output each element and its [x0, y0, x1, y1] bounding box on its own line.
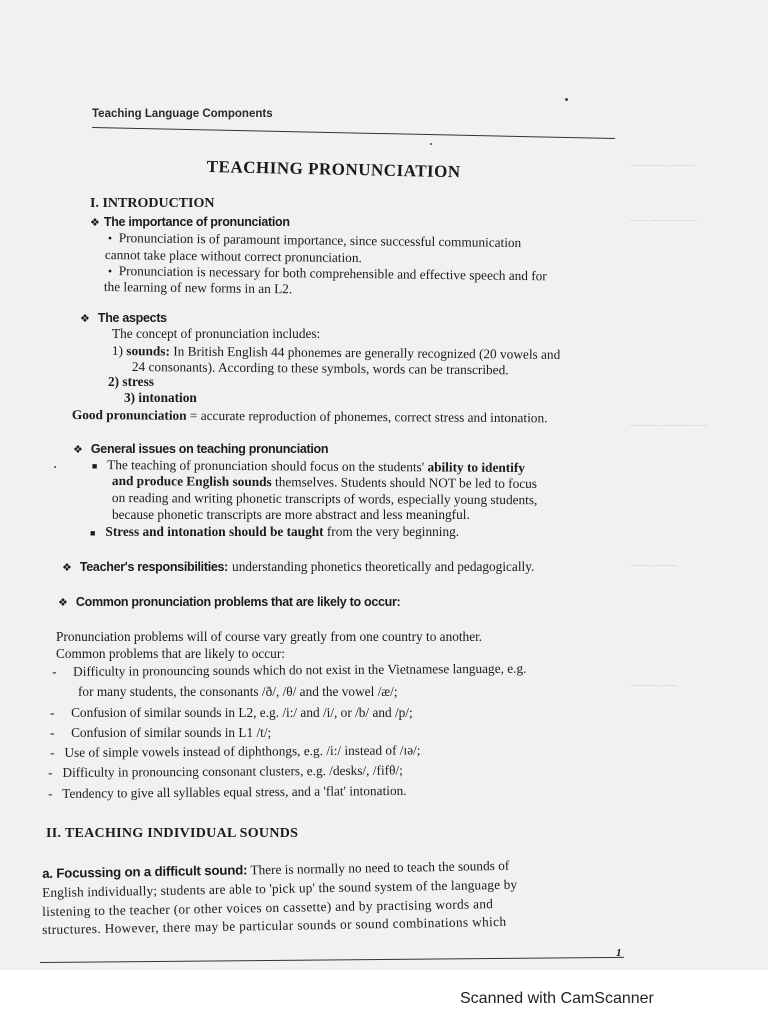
section-heading-introduction: I. INTRODUCTION: [90, 196, 215, 211]
list-item: [50, 742, 421, 761]
dash-bullet: -: [50, 744, 55, 760]
paragraph-lead: a. Focussing on a difficult sound:: [42, 862, 248, 881]
body-text: Common problems that are likely to occur:: [56, 646, 285, 661]
page-number: 1: [616, 947, 622, 959]
definition-line: [72, 407, 548, 426]
bold-term: ability to identify: [427, 459, 526, 476]
body-text: the learning of new forms in an L2.: [103, 279, 293, 297]
scan-speck: [54, 466, 56, 468]
bleed-through-text: —— ———: [630, 560, 678, 570]
list-item: [48, 763, 403, 781]
body-text: Difficulty in pronouncing consonant clusters, e.g. /desks/, /fifθ/;: [62, 762, 403, 780]
bold-term: Good pronunciation: [71, 407, 187, 423]
body-text: for many students, the consonants /ð/, /θ/ and the vowel /æ/;: [78, 684, 398, 699]
subsection-general-issues: [73, 440, 328, 458]
square-bullet-icon: ■: [91, 460, 98, 472]
body-text: because phonetic transcripts are more abstract and less meaningful.: [112, 507, 470, 522]
diamond-bullet-icon: ❖: [80, 313, 90, 325]
subsection-common-problems: [58, 593, 400, 611]
list-item: 3) intonation: [124, 390, 197, 405]
body-text: cannot take place without correct pronunciation.: [104, 247, 362, 266]
scan-speck: [565, 98, 568, 101]
body-text: Pronunciation is of paramount importance, since successful communication: [118, 230, 522, 251]
body-text: Confusion of similar sounds in L2, e.g. /i:/ and /i/, or /b/ and /p/;: [71, 705, 413, 720]
dash-bullet: -: [50, 705, 55, 720]
dash-bullet: -: [48, 764, 53, 780]
body-text: Confusion of similar sounds in L1 /t/;: [71, 725, 272, 740]
diamond-bullet-icon: ❖: [62, 562, 72, 574]
body-text: There is normally no need to teach the sounds of: [250, 857, 510, 878]
body-text: themselves. Students should NOT be led to focus: [274, 474, 538, 491]
bullet-line: [90, 524, 459, 540]
scanner-watermark: Scanned with CamScanner: [460, 990, 654, 1007]
list-item: 2) stress: [108, 374, 154, 389]
list-item: [52, 661, 526, 680]
body-text: on reading and writing phonetic transcripts of words, especially young students,: [111, 490, 538, 508]
subsection-label: General issues on teaching pronunciation: [90, 442, 329, 456]
list-item: [48, 783, 407, 802]
subsection-importance: [90, 213, 290, 231]
list-item: [50, 725, 271, 741]
subsection-label: The aspects: [97, 311, 167, 325]
body-text: Use of simple vowels instead of diphthongs, e.g. /i:/ instead of /ɪə/;: [64, 742, 421, 760]
footer-rule: [40, 957, 624, 963]
dash-bullet: -: [52, 663, 57, 679]
list-item: [50, 705, 413, 721]
diamond-bullet-icon: ❖: [58, 597, 68, 609]
body-text: In British English 44 phonemes are generally recognized (20 vowels and: [173, 343, 561, 362]
dot-bullet-icon: •: [107, 263, 113, 279]
section-heading-individual-sounds: II. TEACHING INDIVIDUAL SOUNDS: [46, 826, 299, 841]
body-text: Pronunciation problems will of course vary greatly from one country to another.: [56, 629, 483, 644]
diamond-bullet-icon: ❖: [90, 217, 100, 229]
bold-term: and produce English sounds: [111, 473, 272, 490]
bleed-through-text: ——— ———— —: [630, 420, 707, 430]
body-text: Tendency to give all syllables equal stress, and a 'flat' intonation.: [62, 782, 407, 801]
body-text: understanding phonetics theoretically and pedagogically.: [232, 559, 535, 574]
body-text: Pronunciation is necessary for both comprehensible and effective speech and for: [118, 263, 547, 284]
body-text: Difficulty in pronouncing sounds which do not exist in the Vietnamese language, e.g.: [73, 660, 527, 679]
list-number: 1): [111, 343, 124, 359]
page-title: TEACHING PRONUNCIATION: [206, 157, 461, 182]
body-text: English individually; students are able to 'pick up' the sound system of the language by: [42, 876, 518, 900]
dash-bullet: -: [50, 725, 55, 740]
bold-term: sounds:: [126, 343, 171, 359]
body-text: listening to the teacher (or other voices on cassette) and by practising words and: [42, 896, 494, 919]
subsection-label: Teacher's responsibilities:: [79, 560, 229, 574]
subsection-aspects: [80, 309, 167, 327]
subsection-label: The importance of pronunciation: [103, 215, 290, 229]
bleed-through-text: ———— ———: [630, 160, 696, 170]
subsection-teacher-responsibilities: [62, 558, 534, 576]
body-text: The teaching of pronunciation should focus on the students': [107, 457, 425, 475]
diamond-bullet-icon: ❖: [73, 444, 83, 456]
dash-bullet: -: [48, 785, 53, 801]
body-text: 24 consonants). According to these symbols, words can be transcribed.: [131, 359, 509, 378]
body-text: = accurate reproduction of phonemes, correct stress and intonation.: [189, 407, 548, 426]
running-header: Teaching Language Components: [92, 108, 273, 120]
header-rule: [92, 127, 615, 139]
subsection-label: Common pronunciation problems that are likely to occur:: [75, 595, 401, 609]
body-text: structures. However, there may be particular sounds or sound combinations which: [42, 913, 507, 937]
scan-speck: [430, 143, 432, 145]
dot-bullet-icon: •: [107, 230, 113, 246]
square-bullet-icon: ■: [90, 528, 96, 538]
body-text-line: [112, 473, 537, 492]
body-text: The concept of pronunciation includes:: [112, 326, 321, 341]
bleed-through-text: —— ——— ——: [630, 215, 698, 225]
body-text: from the very beginning.: [326, 524, 460, 539]
bleed-through-text: ——— ——: [630, 680, 678, 690]
bold-term: Stress and intonation should be taught: [105, 524, 324, 539]
